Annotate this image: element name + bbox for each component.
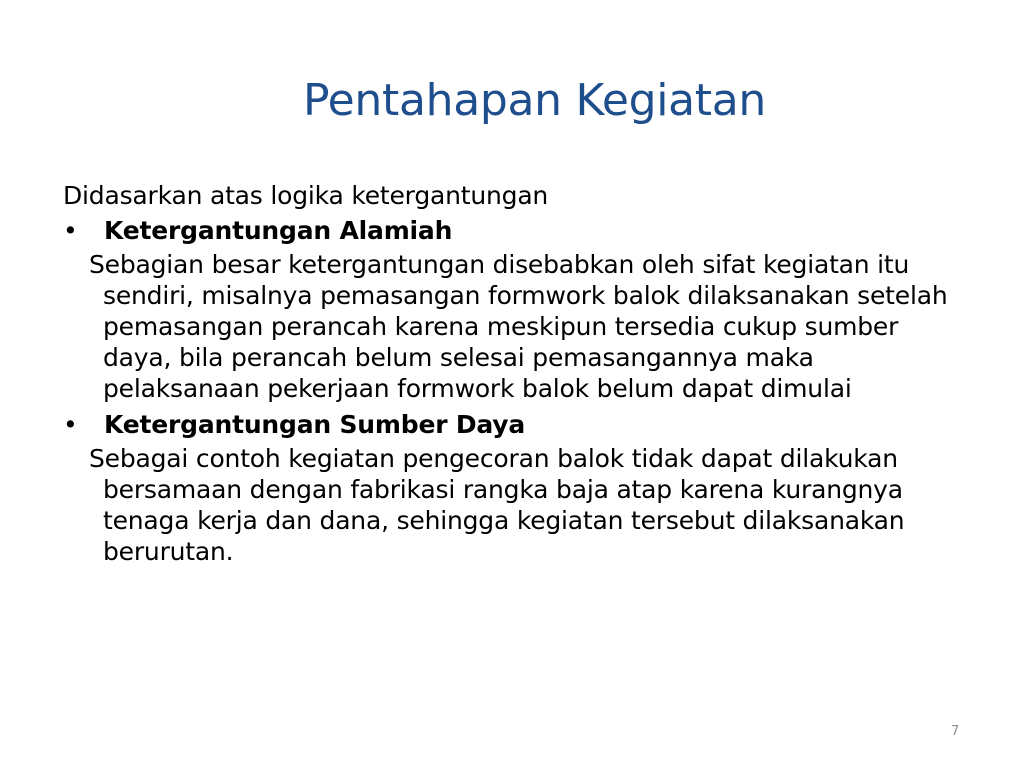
page-number: 7 <box>951 724 960 739</box>
bullet-body: Sebagai contoh kegiatan pengecoran balok tidak dapat dilakukan bersamaan dengan fabrikasi rangka baja atap karena kurangnya tenaga kerja dan dana, sehingga kegiatan tersebut dilaksanakan berurutan. <box>89 444 905 566</box>
bullet-heading: Ketergantungan Alamiah <box>104 216 453 245</box>
slide-title: Pentahapan Kegiatan <box>303 75 767 126</box>
intro-text: Didasarkan atas logika ketergantungan <box>63 181 549 210</box>
bullet-item-alamiah <box>63 213 983 249</box>
bullet-item-sumber-daya <box>63 407 983 443</box>
bullet-heading: Ketergantungan Sumber Daya <box>104 410 526 439</box>
slide-content <box>63 179 983 567</box>
bullet-icon: • <box>63 410 78 439</box>
bullet-body: Sebagian besar ketergantungan disebabkan oleh sifat kegiatan itu sendiri, misalnya pemasangan formwork balok dilaksanakan setelah pemasangan perancah karena meskipun tersedia cukup sumber daya, bila perancah belum selesai pemasangannya maka pelaksanaan pekerjaan formwork balok belum dapat dimulai <box>89 250 948 403</box>
bullet-icon: • <box>63 216 78 245</box>
